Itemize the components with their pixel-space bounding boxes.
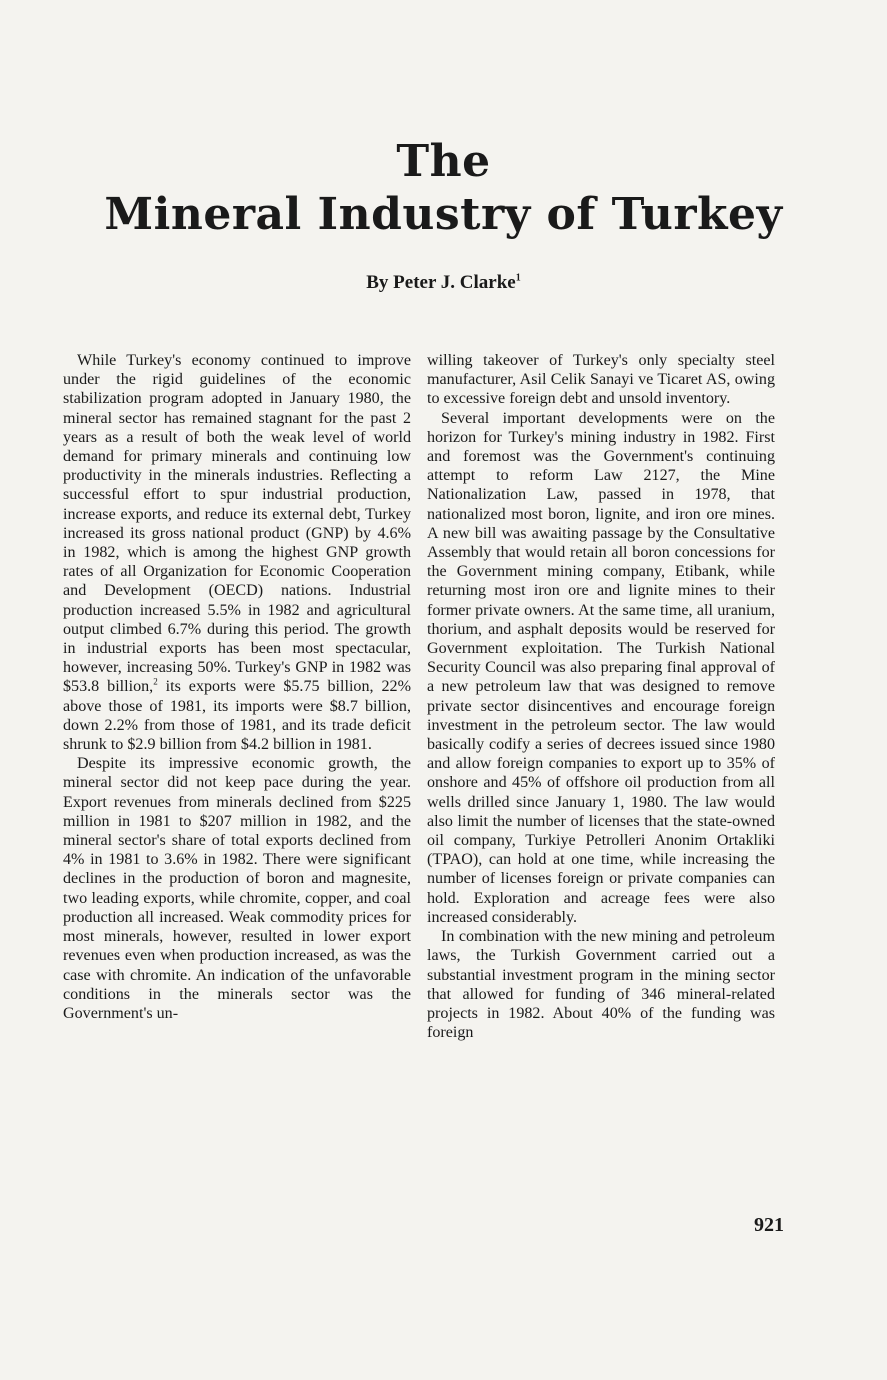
right-column	[427, 351, 775, 1042]
footnote-marker: 2	[153, 677, 158, 688]
byline	[0, 272, 887, 294]
page-number: 921	[754, 1214, 784, 1236]
article-title-line-1: The	[396, 136, 491, 187]
body-paragraph: Despite its impressive economic growth, the mineral sector did not keep pace during the year. Export revenues from minerals declined from $225 million in 1981 to $207 million in 1982, and the mineral sector's share of total exports declined from 4% in 1981 to 3.6% in 1982. There were significant declines in the production of boron and magnesite, two leading exports, while chromite, copper, and coal production all increased. Weak commodity prices for most minerals, however, resulted in lower export revenues even when production increased, as was the case with chromite. An indication of the unfavorable conditions in the minerals sector was the Government's un-	[63, 755, 411, 1022]
body-paragraph-continued: willing takeover of Turkey's only specialty steel manufacturer, Asil Celik Sanayi ve Ticaret AS, owing to excessive foreign debt and unsold inventory.	[427, 352, 775, 408]
left-column	[63, 351, 411, 1023]
paragraph-text: its exports were $5.75 billion, 22% above those of 1981, its imports were $8.7 billion, down 2.2% from those of 1981, and its trade deficit shrunk to $2.9 billion from $4.2 billion in 1981.	[63, 678, 411, 754]
paragraph-text: While Turkey's economy continued to improve under the rigid guidelines of the economic stabilization program adopted in January 1980, the mineral sector has remained stagnant for the past 2 years as a result of both the weak level of world demand for primary minerals and continuing low productivity in the minerals industries. Reflecting a successful effort to spur industrial production, increase exports, and reduce its external debt, Turkey increased its gross national product (GNP) by 4.6% in 1982, which is among the highest GNP growth rates of all Organization for Economic Cooperation and Development (OECD) nations. Industrial production increased 5.5% in 1982 and agricultural output climbed 6.7% during this period. The growth in industrial exports has been most spectacular, however, increasing 50%. Turkey's GNP in 1982 was $53.8 billion,	[63, 352, 411, 696]
body-paragraph: In combination with the new mining and petroleum laws, the Turkish Government carried out a substantial investment program in the mining sector that allowed for funding of 346 mineral-related projects in 1982. About 40% of the funding was foreign	[427, 928, 775, 1042]
article-title-line-2: Mineral Industry of Turkey	[104, 189, 783, 240]
body-paragraph	[63, 351, 411, 754]
body-paragraph: Several important developments were on the horizon for Turkey's mining industry in 1982. First and foremost was the Government's continuing attempt to reform Law 2127, the Mine Nationalization Law, passed in 1978, that nationalized most boron, lignite, and iron ore mines. A new bill was awaiting passage by the Consultative Assembly that would retain all boron concessions for the Government mining company, Etibank, while returning most iron ore and lignite mines to their former private owners. At the same time, all uranium, thorium, and asphalt deposits would be reserved for Government exploitation. The Turkish National Security Council was also preparing final approval of a new petroleum law that was designed to remove private sector disincentives and encourage foreign investment in the petroleum sector. The law would basically codify a series of decrees issued since 1980 and allow foreign companies to export up to 35% of onshore and 45% of offshore oil production from all wells drilled since January 1, 1980. The law would also limit the number of licenses that the state-owned oil company, Turkiye Petrolleri Anonim Ortakliki (TPAO), can hold at one time, while increasing the number of licenses foreign or private companies can hold. Exploration and acreage fees were also increased considerably.	[427, 409, 775, 926]
author-name: By Peter J. Clarke	[366, 272, 516, 293]
byline-footnote-marker: 1	[515, 272, 521, 284]
